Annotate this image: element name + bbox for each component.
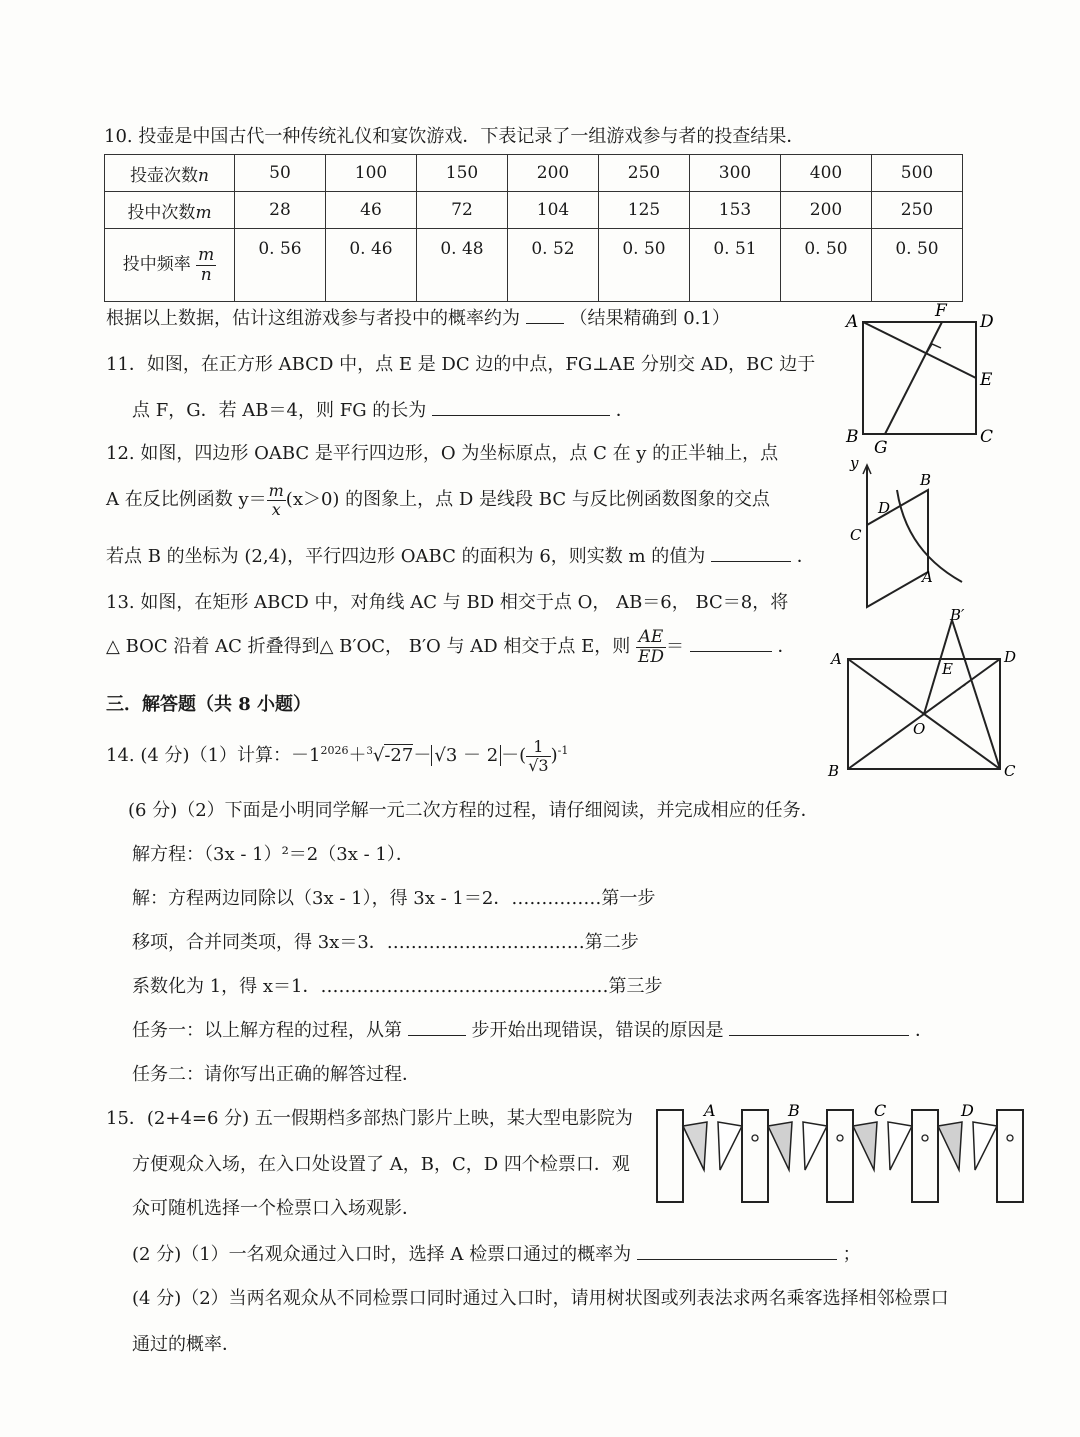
section-heading: 三．解答题（共 8 小题）	[106, 694, 312, 715]
ticket-gates-figure	[652, 1098, 1032, 1206]
table-row	[105, 229, 963, 302]
cell-n: 100	[326, 155, 417, 192]
label-e: E	[980, 370, 993, 390]
segment-fg	[885, 322, 942, 434]
parallelogram-outline	[867, 490, 928, 607]
gate-post	[997, 1110, 1023, 1202]
label-y: y	[850, 454, 859, 472]
cell-n: 150	[417, 155, 508, 192]
label-o: O	[913, 720, 926, 738]
throw-results-table	[104, 154, 963, 302]
q15-part2-cont: 通过的概率．	[132, 1334, 240, 1355]
cell-m: 72	[417, 192, 508, 229]
cell-frequency: 0. 46	[326, 229, 417, 302]
cell-m: 200	[781, 192, 872, 229]
gate-post	[912, 1110, 938, 1202]
label-d: D	[980, 312, 994, 332]
gate-label-d: D	[961, 1101, 974, 1120]
q15-part1: (2 分)（1）一名观众通过入口时，选择 A 检票口通过的概率为 ；	[132, 1244, 861, 1265]
row-head-m: 投中次数m	[105, 192, 235, 229]
q10-answer-line: 根据以上数据，估计这组游戏参与者投中的概率约为 （结果精确到 0.1）	[106, 308, 730, 329]
label-c: C	[1004, 762, 1016, 780]
q14-step1: 解：方程两边同除以（3x - 1），得 3x - 1＝2．……………第一步	[132, 888, 656, 909]
q11-line2: 点 F，G．若 AB＝4，则 FG 的长为 ．	[132, 400, 634, 421]
gate-wing	[888, 1122, 912, 1170]
gate-wing	[768, 1122, 792, 1170]
gate-wing	[853, 1122, 877, 1170]
label-a: A	[831, 650, 842, 668]
table-row	[105, 192, 963, 229]
row-head-frequency: 投中频率 $\frac{m}{n}$	[105, 229, 235, 302]
label-d: D	[878, 499, 891, 517]
q15-line3: 众可随机选择一个检票口入场观影．	[132, 1198, 420, 1219]
q14-part1: 14. (4 分)（1）计算：$-1^{2026}+^3√-27- √3 - 2$ －( $\frac{1}{√3}$ )$^{-1}$	[106, 737, 569, 775]
segment-b-prime-c	[952, 620, 1000, 769]
q14-step3: 系数化为 1，得 x＝1．…………………………………………第三步	[132, 976, 663, 997]
label-b: B	[828, 762, 840, 780]
label-e: E	[942, 660, 953, 678]
gate-sensor-icon	[922, 1135, 928, 1141]
gate-label-b: B	[788, 1101, 800, 1120]
cell-n: 50	[235, 155, 326, 192]
q12-line2: A 在反比例函数 y＝ $\frac{m}{x}$ (x＞0) 的图象上，点 D 是线段 BC 与反比例函数图象的交点	[106, 481, 770, 519]
cell-m: 46	[326, 192, 417, 229]
m-over-x-fraction: $\frac{m}{x}$	[268, 481, 284, 519]
cell-n: 300	[690, 155, 781, 192]
absolute-value: √3 － 2	[431, 745, 501, 766]
q14-step2: 移项，合并同类项，得 3x＝3．……………………………第二步	[132, 932, 639, 953]
q11-line1: 11．如图，在正方形 ABCD 中，点 E 是 DC 边的中点，FG⊥AE 分别交 AD，BC 边于	[106, 354, 816, 375]
cell-m: 104	[508, 192, 599, 229]
cell-m: 153	[690, 192, 781, 229]
answer-blank[interactable]	[711, 560, 791, 562]
gate-sensor-icon	[837, 1135, 843, 1141]
answer-blank[interactable]	[690, 650, 772, 652]
square-outline	[863, 322, 976, 434]
label-f: F	[935, 301, 947, 321]
cell-frequency: 0. 52	[508, 229, 599, 302]
gate-sensor-icon	[752, 1135, 758, 1141]
gate-label-c: C	[874, 1101, 887, 1120]
ae-over-ed-fraction: $\frac{AE}{ED}$	[637, 627, 665, 667]
parallelogram-oabc-figure	[842, 452, 977, 612]
q14-task1: 任务一：以上解方程的过程，从第 步开始出现错误，错误的原因是 ．	[132, 1020, 933, 1041]
gate-sensor-icon	[1007, 1135, 1013, 1141]
answer-blank[interactable]	[637, 1258, 837, 1260]
right-angle-mark	[926, 344, 941, 354]
cell-n: 400	[781, 155, 872, 192]
label-g: G	[874, 438, 888, 458]
gate-wing	[718, 1122, 742, 1170]
radical-sign: √	[372, 745, 385, 767]
cell-frequency: 0. 50	[599, 229, 690, 302]
answer-blank[interactable]	[432, 414, 610, 416]
answer-blank[interactable]	[408, 1034, 466, 1036]
label-c: C	[980, 427, 994, 447]
q10-stem: 10. 投壶是中国古代一种传统礼仪和宴饮游戏．下表记录了一组游戏参与者的投查结果．	[104, 126, 805, 147]
cell-n: 200	[508, 155, 599, 192]
label-a: A	[846, 312, 859, 332]
gate-wing	[803, 1122, 827, 1170]
label-b: B	[846, 427, 859, 447]
answer-blank[interactable]	[729, 1034, 909, 1036]
gate-post	[657, 1110, 683, 1202]
m-over-n-fraction: $\frac{m}{n}$	[198, 244, 215, 285]
cell-frequency: 0. 56	[235, 229, 326, 302]
gate-post	[742, 1110, 768, 1202]
cell-frequency: 0. 50	[781, 229, 872, 302]
q12-line1: 12. 如图，四边形 OABC 是平行四边形，O 为坐标原点，点 C 在 y 的正半轴上，点	[106, 443, 779, 464]
cell-m: 28	[235, 192, 326, 229]
gate-post	[827, 1110, 853, 1202]
cell-frequency: 0. 50	[872, 229, 963, 302]
q14-task2: 任务二：请你写出正确的解答过程．	[132, 1064, 420, 1085]
q13-line1: 13. 如图，在矩形 ABCD 中，对角线 AC 与 BD 相交于点 O， AB＝6， BC＝8，将	[106, 592, 789, 613]
q15-part2: (4 分)（2）当两名观众从不同检票口同时通过入口时，请用树状图或列表法求两名乘客选择相邻检票口	[132, 1288, 949, 1309]
table-row	[105, 155, 963, 192]
q15-line2: 方便观众入场，在入口处设置了 A，B，C，D 四个检票口．观	[132, 1154, 630, 1175]
label-d: D	[1004, 648, 1017, 666]
q12-line3: 若点 B 的坐标为 (2,4)，平行四边形 OABC 的面积为 6，则实数 m 的值为 ．	[106, 546, 815, 567]
cell-frequency: 0. 48	[417, 229, 508, 302]
gate-wing	[683, 1122, 707, 1170]
q15-line1: 15．(2+4=6 分) 五一假期档多部热门影片上映，某大型电影院为	[106, 1108, 633, 1129]
q14-part2: (6 分)（2）下面是小明同学解一元二次方程的过程，请仔细阅读，并完成相应的任务．	[128, 800, 819, 821]
dashed-segment	[924, 684, 966, 714]
row-head-n: 投壶次数n	[105, 155, 235, 192]
gate-wing	[973, 1122, 997, 1170]
q14-equation: 解方程：（3x - 1）²＝2（3x - 1）．	[132, 844, 414, 865]
cell-m: 125	[599, 192, 690, 229]
gate-wing	[938, 1122, 962, 1170]
answer-blank[interactable]	[526, 322, 564, 324]
label-c: C	[850, 526, 862, 544]
cell-m: 250	[872, 192, 963, 229]
one-over-root3-fraction: $\frac{1}{√3}$	[528, 737, 549, 775]
label-b: B	[920, 471, 932, 489]
label-b-prime: B′	[950, 606, 965, 624]
cell-frequency: 0. 51	[690, 229, 781, 302]
square-abcd-figure	[838, 296, 1038, 461]
segment-ae	[863, 322, 976, 378]
rectangle-fold-figure	[826, 604, 1026, 782]
gate-label-a: A	[704, 1101, 716, 1120]
label-a: A	[922, 568, 933, 586]
cell-n: 500	[872, 155, 963, 192]
q13-line2: △ BOC 沿着 AC 折叠得到△ B′OC， B′O 与 AD 相交于点 E，则 $\frac{AE}{ED}$ ＝ ．	[106, 627, 796, 667]
cell-n: 250	[599, 155, 690, 192]
